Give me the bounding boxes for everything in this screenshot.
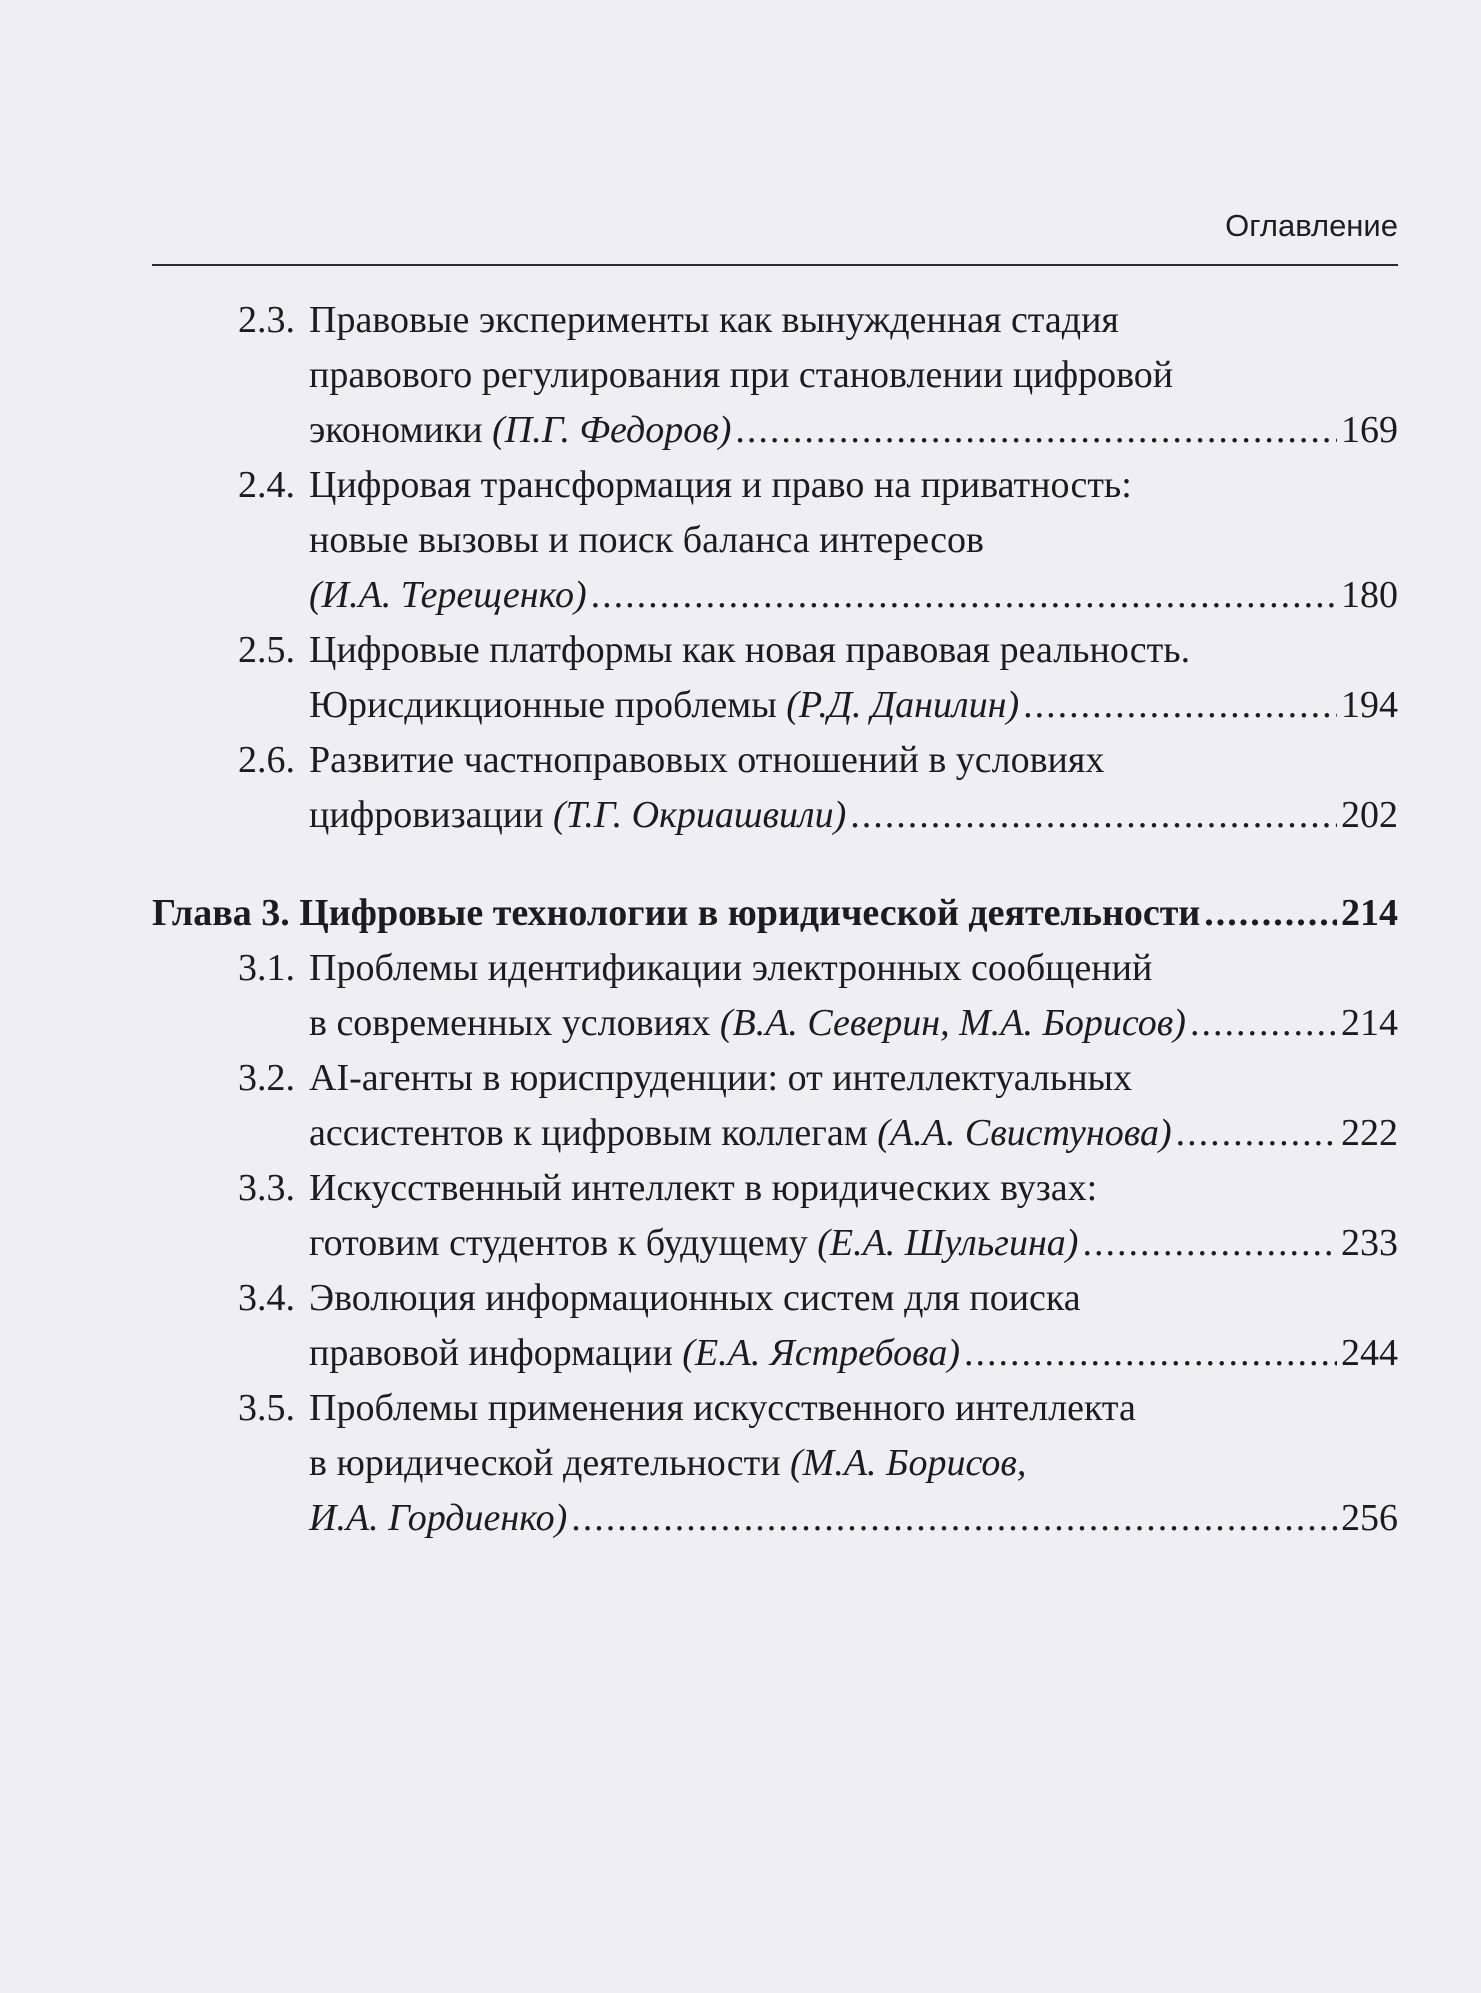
- dot-leader: [591, 568, 1337, 623]
- dot-leader: [1082, 1216, 1337, 1271]
- section-title-line: Правовые эксперименты как вынужденная стадия: [309, 299, 1119, 341]
- dot-leader: [964, 1326, 1337, 1381]
- section-number: 3.3.: [238, 1167, 295, 1209]
- section-number: 2.5.: [238, 629, 295, 671]
- section-title-tail: в современных условиях: [309, 1002, 711, 1044]
- dot-leader: [1023, 678, 1337, 733]
- section-author: (М.А. Борисов,: [790, 1442, 1027, 1484]
- header-rule: [152, 264, 1398, 266]
- section-number: 3.1.: [238, 947, 295, 989]
- section-title-line: Проблемы применения искусственного интеллекта: [309, 1387, 1136, 1429]
- toc-chapter-3[interactable]: [152, 886, 1398, 941]
- section-title-line: Проблемы идентификации электронных сообщений: [309, 947, 1153, 989]
- section-title-tail: в юридической деятельности: [309, 1442, 781, 1484]
- toc-entry-2-6[interactable]: [152, 733, 1398, 843]
- page-number: 202: [1341, 794, 1398, 836]
- dot-leader: [571, 1491, 1337, 1546]
- section-author: И.А. Гордиенко): [309, 1497, 568, 1539]
- toc-entry-2-3[interactable]: [152, 293, 1398, 458]
- page-number: 233: [1341, 1222, 1398, 1264]
- section-title-line: Искусственный интеллект в юридических вузах:: [309, 1167, 1098, 1209]
- section-title-line: AI-агенты в юриспруденции: от интеллектуальных: [309, 1057, 1133, 1099]
- toc-entry-2-5[interactable]: [152, 623, 1398, 733]
- page-number: 169: [1341, 409, 1398, 451]
- section-title-tail: готовим студентов к будущему: [309, 1222, 808, 1264]
- section-author: (Т.Г. Окриашвили): [552, 794, 847, 836]
- section-title-tail: Юрисдикционные проблемы: [309, 684, 777, 726]
- page-number: 214: [1341, 1002, 1398, 1044]
- section-author: (В.А. Северин, М.А. Борисов): [719, 1002, 1186, 1044]
- dot-leader: [1190, 996, 1337, 1051]
- table-of-contents: [152, 293, 1398, 1546]
- dot-leader: [1204, 886, 1337, 941]
- dot-leader: [850, 788, 1337, 843]
- section-number: 3.5.: [238, 1387, 295, 1429]
- section-title-line: Цифровые платформы как новая правовая реальность.: [309, 629, 1191, 671]
- page-number: 214: [1341, 892, 1398, 934]
- section-number: 2.3.: [238, 299, 295, 341]
- toc-entry-2-4[interactable]: [152, 458, 1398, 623]
- section-author: (Е.А. Ястребова): [682, 1332, 961, 1374]
- section-title-line: Цифровая трансформация и право на приватность:: [309, 464, 1132, 506]
- section-title-tail: экономики: [309, 409, 483, 451]
- toc-entry-3-4[interactable]: [152, 1271, 1398, 1381]
- section-last-line: [309, 568, 1398, 623]
- section-title-line: правового регулирования при становлении цифровой: [309, 354, 1174, 396]
- section-title-tail: правовой информации: [309, 1332, 673, 1374]
- page-number: 180: [1341, 574, 1398, 616]
- dot-leader: [1176, 1106, 1337, 1161]
- section-last-line: [309, 996, 1398, 1051]
- running-header: Оглавление: [1225, 208, 1398, 243]
- section-title-line: [309, 1436, 1398, 1491]
- page-number: 222: [1341, 1112, 1398, 1154]
- section-author: (П.Г. Федоров): [492, 409, 732, 451]
- section-title-line: Эволюция информационных систем для поиска: [309, 1277, 1081, 1319]
- section-last-line: [309, 1491, 1398, 1546]
- section-number: 2.6.: [238, 739, 295, 781]
- section-last-line: [309, 1326, 1398, 1381]
- section-title-tail: ассистентов к цифровым коллегам: [309, 1112, 868, 1154]
- section-author: (А.А. Свистунова): [877, 1112, 1172, 1154]
- page-number: 194: [1341, 684, 1398, 726]
- section-title-line: новые вызовы и поиск баланса интересов: [309, 519, 984, 561]
- section-last-line: [309, 788, 1398, 843]
- section-last-line: [309, 678, 1398, 733]
- section-number: 3.2.: [238, 1057, 295, 1099]
- section-number: 2.4.: [238, 464, 295, 506]
- page-number: 244: [1341, 1332, 1398, 1374]
- toc-entry-3-1[interactable]: [152, 941, 1398, 1051]
- section-title-line: Развитие частноправовых отношений в условиях: [309, 739, 1105, 781]
- section-author: (Е.А. Шульгина): [817, 1222, 1079, 1264]
- toc-entry-3-5[interactable]: [152, 1381, 1398, 1546]
- section-author: (Р.Д. Данилин): [786, 684, 1020, 726]
- section-title-tail: цифровизации: [309, 794, 544, 836]
- section-author: (И.А. Терещенко): [309, 574, 587, 616]
- page-number: 256: [1341, 1497, 1398, 1539]
- section-number: 3.4.: [238, 1277, 295, 1319]
- toc-entry-3-3[interactable]: [152, 1161, 1398, 1271]
- dot-leader: [735, 403, 1337, 458]
- chapter-line: [152, 886, 1398, 941]
- section-last-line: [309, 1216, 1398, 1271]
- toc-entry-3-2[interactable]: [152, 1051, 1398, 1161]
- section-last-line: [309, 1106, 1398, 1161]
- chapter-title: Глава 3. Цифровые технологии в юридической деятельности: [152, 892, 1201, 934]
- section-last-line: [309, 403, 1398, 458]
